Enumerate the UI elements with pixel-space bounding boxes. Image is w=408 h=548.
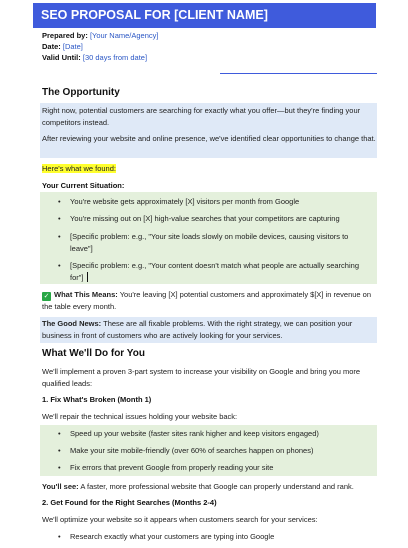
what-this-means-paragraph: ✓ What This Means: You're leaving [X] potential customers and approximately $[X] in revenue on the table every month.: [42, 290, 372, 311]
step-1-heading: 1. Fix What's Broken (Month 1): [42, 395, 152, 404]
step-2-heading: 2. Get Found for the Right Searches (Months 2-4): [42, 498, 217, 507]
services-intro: We'll implement a proven 3-part system to increase your visibility on Google and bring you more qualified leads:: [42, 367, 361, 388]
valid-until-line: [42, 53, 147, 62]
prepared-by-label: Prepared by:: [42, 31, 88, 40]
services-heading: What We'll Do for You: [42, 348, 145, 359]
opportunity-heading: The Opportunity: [42, 87, 120, 98]
document-page: SEO PROPOSAL FOR [CLIENT NAME] Prepared by: [Your Name/Agency] Date: [Date] Valid Until: [30 days from date] The Opportunity Right now, potential customers are searching for exactly what you offer—but they're finding your competitors instead. After reviewing your website and online presence, we've identified clear opportunities to change that. Here's what we found: Your Current Situation: • You're website gets approximately [X] visitors per month from Google • You're missing out on [X] high-value searches that your competitors are capturing • [Specific problem: e.g., "Your site loads slowly on mobile devices, causing visitors to leave"] • [Specific problem: e.g., "Your content doesn't match what people are actually searching for"] ✓ What This Means: You're leaving [X] potential customers and approximately $[X] in revenue on the table every month. The Good News: These are all fixable problems. With the right strategy, we can position your business in front of customers who are actively looking for your services. What We'll Do for You We'll implement a proven 3-part system to increase your visibility on Google and bring you more qualified leads: 1. Fix What's Broken (Month 1) We'll repair the technical issues holding your website back: • Speed up your website (faster sites rank higher and keep visitors engaged) • Make your site mobile-friendly (over 60% of searches happen on phones) • Fix errors that prevent Google from properly reading your site You'll see: A faster, more professional website that Google can properly understand and rank. 2. Get Found for the Right Searches (Months 2-4) We'll optimize your website so it appears when customers search for your services: • Research exactly what your customers are typing into Google: [0, 0, 408, 548]
opportunity-paragraph-1: Right now, potential customers are searching for exactly what you offer—but they're finding your competitors instead.: [42, 106, 361, 127]
valid-until-label: Valid Until:: [42, 53, 81, 62]
document-title: SEO PROPOSAL FOR [CLIENT NAME]: [33, 3, 376, 28]
prepared-by-value[interactable]: [Your Name/Agency]: [89, 31, 159, 40]
opportunity-paragraph-2: After reviewing your website and online presence, we've identified clear opportunities to change that.: [42, 134, 376, 143]
step-2-intro: We'll optimize your website so it appears when customers search for your services:: [42, 515, 318, 524]
step-1-intro: We'll repair the technical issues holding your website back:: [42, 412, 238, 421]
valid-until-value[interactable]: [30 days from date]: [82, 53, 148, 62]
text-cursor: [87, 272, 88, 282]
situation-heading: Your Current Situation:: [42, 181, 125, 190]
youll-see-paragraph: You'll see: A faster, more professional website that Google can properly understand and rank.: [42, 482, 354, 491]
header-divider: [220, 73, 377, 74]
good-news-paragraph: The Good News: These are all fixable problems. With the right strategy, we can position your business in front of customers who are actively looking for your services.: [42, 319, 353, 340]
date-label: Date:: [42, 42, 61, 51]
date-value[interactable]: [Date]: [62, 42, 83, 51]
found-highlight: [42, 163, 116, 175]
found-text: Here's what we found:: [42, 164, 116, 173]
date-line: [42, 42, 83, 51]
check-mark-icon: ✓: [43, 293, 50, 300]
prepared-by-line: [42, 31, 158, 40]
